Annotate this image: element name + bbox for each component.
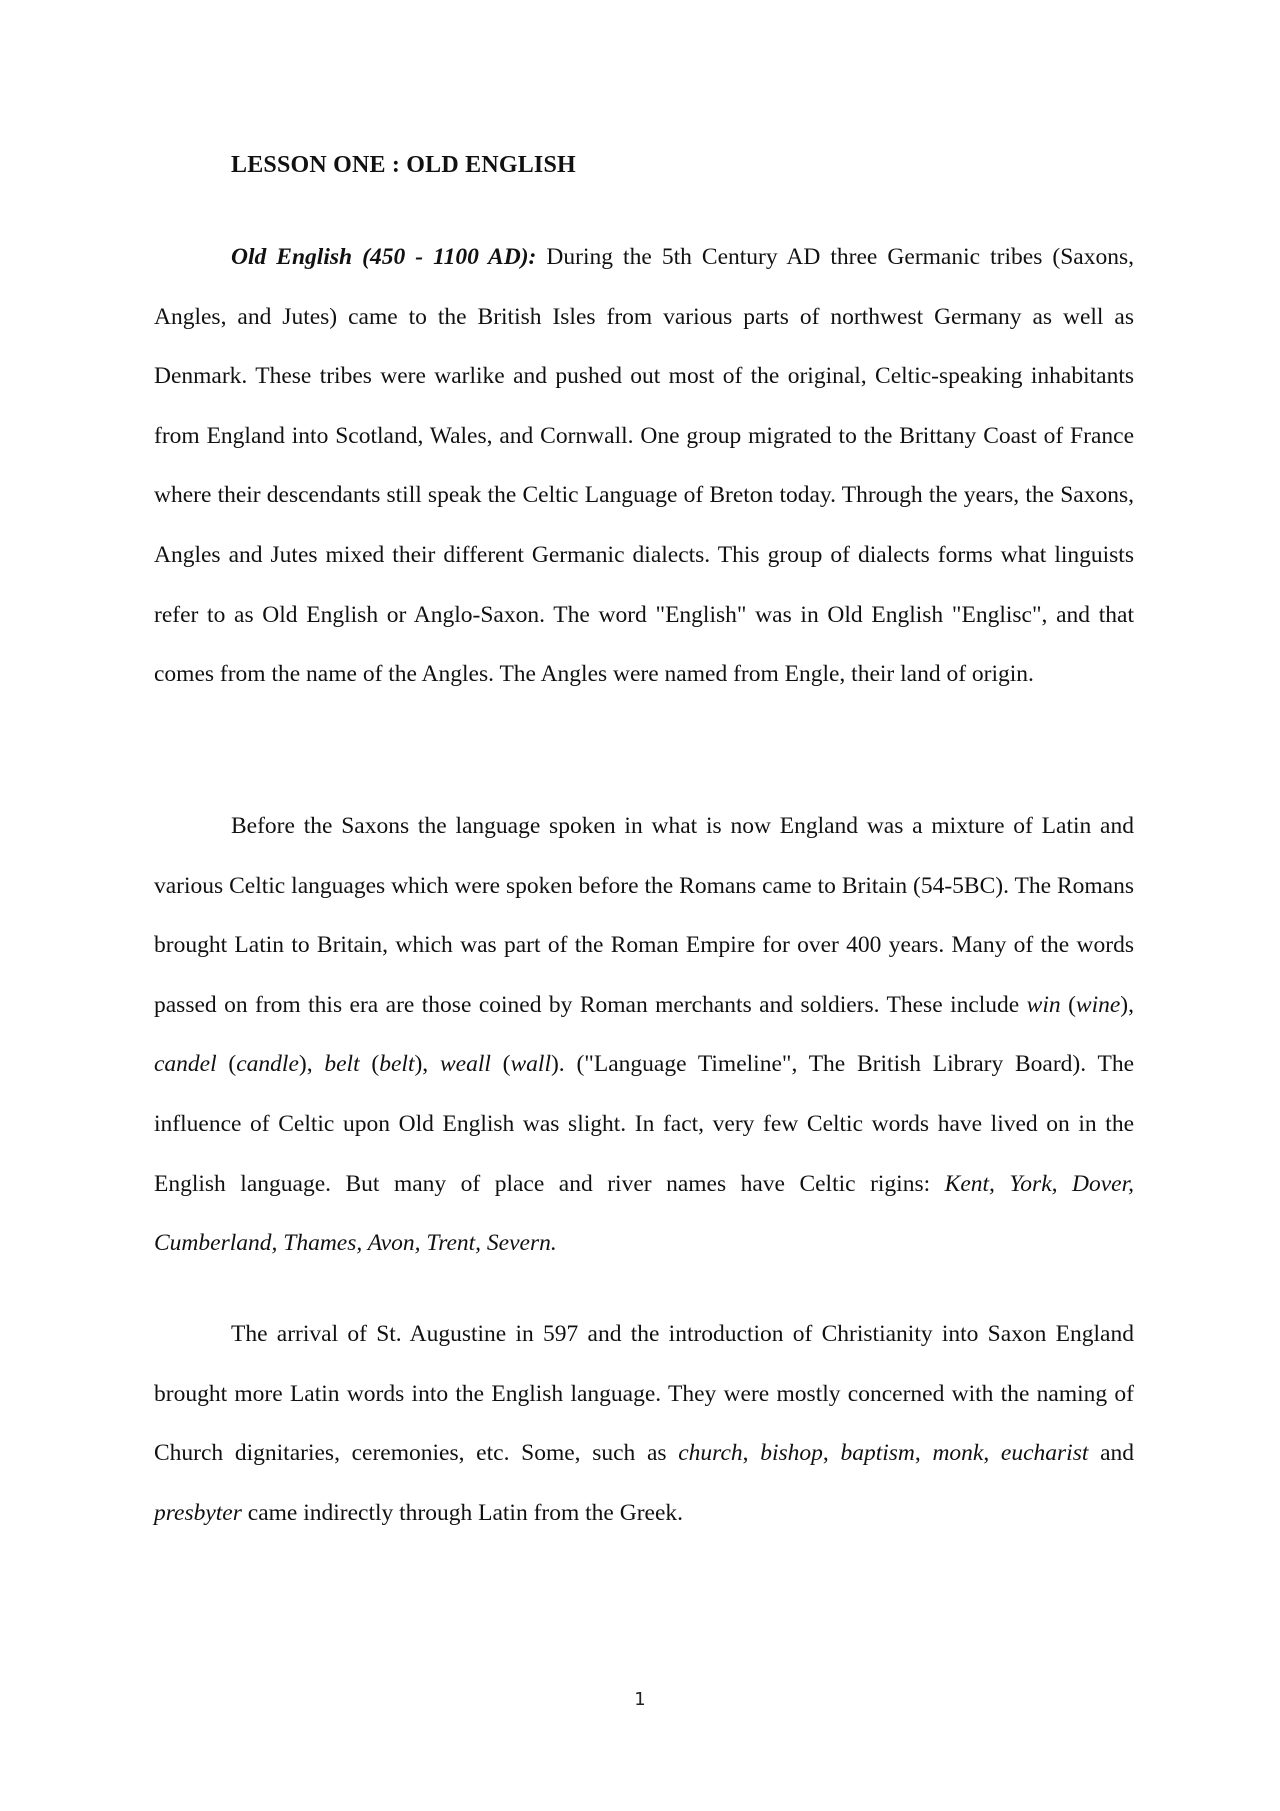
example-word: wine [1075, 991, 1121, 1018]
example-word: eucharist [1000, 1440, 1089, 1467]
paragraph-text: During the 5th Century AD three Germanic tribes (Saxons, Angles, and Jutes) came to the British Isles from various parts of northwest Germany as well as Denmark. These tribes were warlike and pushed out most of the original, Celtic-speaking inhabitants from England into Scotland, Wales, and Cornwall. One group migrated to the Brittany Coast of France where their descendants still speak the Celtic Language of Breton today. Through the years, the Saxons, Angles and Jutes mixed their different Germanic dialects. This group of dialects forms what linguists refer to as Old English or Anglo-Saxon. The word "English" was in Old English "Englisc", and that comes from the name of the Angles. The Angles were named from Engle, their land of origin. [154, 244, 1134, 688]
example-word: bishop [760, 1440, 823, 1467]
paragraph-text: ), [414, 1051, 440, 1078]
paragraph-text: ( [1060, 991, 1076, 1018]
paragraph-text: ), [298, 1051, 325, 1078]
paragraph-text: ( [490, 1051, 511, 1078]
example-word: belt [379, 1051, 415, 1078]
example-word: candel [154, 1051, 217, 1078]
example-word: candle [236, 1051, 299, 1078]
paragraph-text: , [914, 1440, 933, 1467]
paragraph-text: , [822, 1440, 841, 1467]
paragraph-text: ). ("Language Timeline", The British Library Board). The influence of Celtic upon Old English was slight. In fact, very few Celtic words have lived on in the English language. But many of place and river names have Celtic rigins: [154, 1051, 1135, 1197]
lesson-heading: LESSON ONE : OLD ENGLISH [231, 152, 576, 178]
example-word: win [1026, 991, 1061, 1018]
example-word: wall [510, 1051, 551, 1078]
paragraph-text: , [983, 1440, 1001, 1467]
paragraph-text: and [1088, 1440, 1135, 1467]
paragraph-text: , [742, 1440, 761, 1467]
paragraph-text: ), [1120, 991, 1134, 1018]
paragraph-text: ( [359, 1051, 380, 1078]
paragraph-text: Before the Saxons the language spoken in what is now England was a mixture of Latin and various Celtic languages which were spoken before the Romans came to Britain (54-5BC). The Romans brought Latin to Britain, which was part of the Roman Empire for over 400 years. Many of the words passed on from this era are those coined by Roman merchants and soldiers. These include [154, 813, 1134, 1018]
example-word: monk [932, 1440, 984, 1467]
paragraph-text: ( [216, 1051, 237, 1078]
example-word: presbyter [154, 1499, 242, 1526]
paragraph-text: came indirectly through Latin from the Greek. [241, 1499, 684, 1526]
example-word: belt [324, 1051, 360, 1078]
paragraph-old-english-intro [154, 228, 1134, 705]
celtic-place-names: Kent, York, Dover, Cumberland, Thames, Avon, Trent, Severn. [154, 1170, 1135, 1257]
paragraph-text: The arrival of St. Augustine in 597 and the introduction of Christianity into Saxon England brought more Latin words into the English language. They were mostly concerned with the naming of Church dignitaries, ceremonies, etc. Some, such as [154, 1321, 1134, 1467]
period-label: Old English (450 - 1100 AD): [231, 244, 537, 270]
paragraph-latin-celtic [154, 797, 1134, 1274]
page-number: 1 [634, 1689, 646, 1710]
paragraph-christianity [154, 1305, 1134, 1543]
example-word: baptism [840, 1440, 915, 1467]
example-word: weall [439, 1051, 491, 1078]
example-word: church [678, 1440, 743, 1467]
